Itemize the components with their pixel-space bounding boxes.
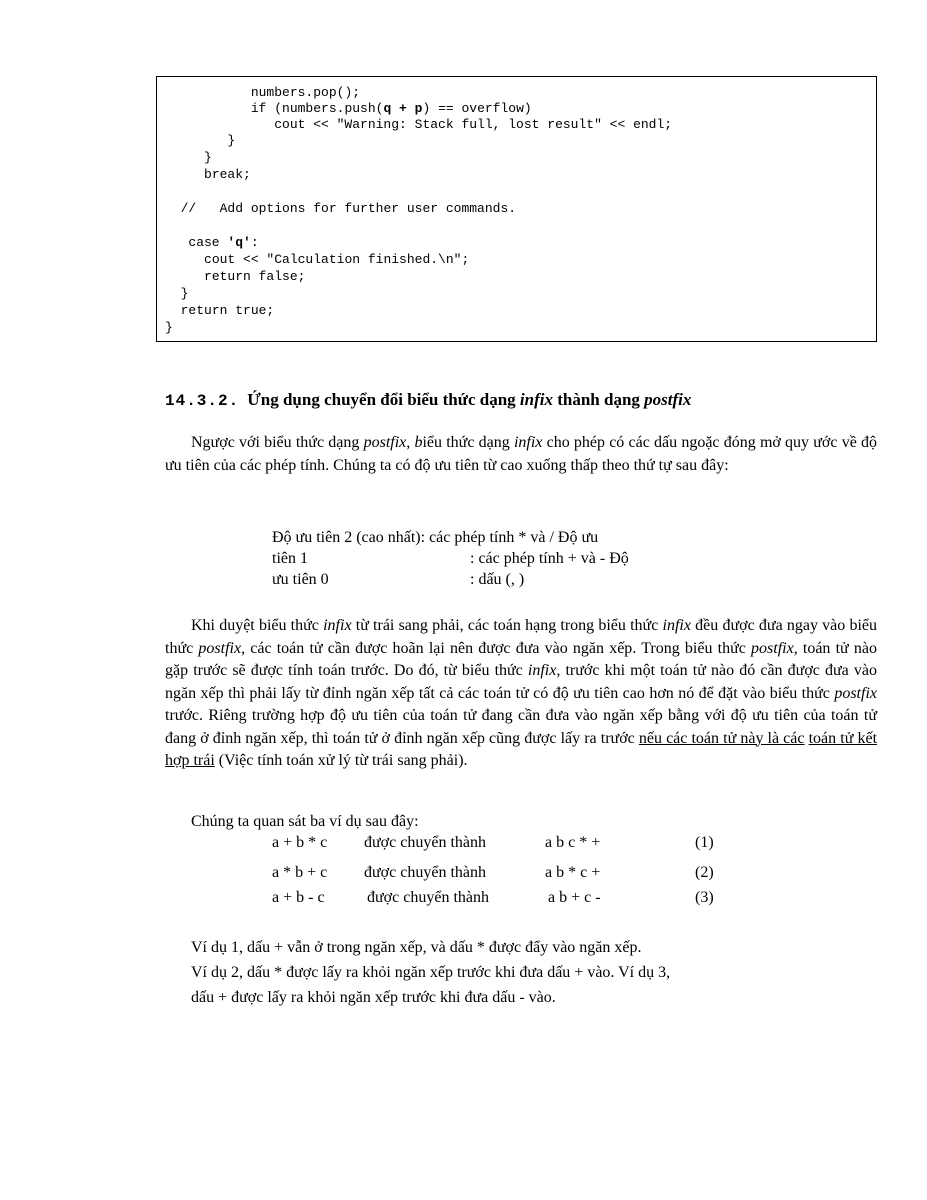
example-number: (3) [695,889,714,906]
examples-intro: Chúng ta quan sát ba ví dụ sau đây: [191,813,419,830]
code-line: // Add options for further user commands. [180,201,517,216]
priority-line-2-value: : các phép tính + và - Độ [470,550,629,567]
example-expr: a + b - c [272,889,325,906]
example-number: (1) [695,834,714,851]
code-line: } [180,286,189,301]
code-line: if (numbers.push(q + p) == overflow) [250,101,532,116]
example-number: (2) [695,864,714,881]
code-line: case 'q': [188,235,259,250]
body-paragraph: Khi duyệt biểu thức infix từ trái sang phải, các toán hạng trong biểu thức infix đều được đưa ngay vào biểu thức postfix, các toán tử cần được hoãn lại nên được đưa vào ngăn xếp. Trong biểu thức postfix, toán tử nào gặp trước sẽ được tính toán trước. Do đó, từ biểu thức infix, trước khi một toán tử nào đó cần được đưa vào ngăn xếp thì phải lấy từ đỉnh ngăn xếp tất cả các toán tử có độ ưu tiên cao hơn nó để đặt vào biểu thức postfix trước. Riêng trường hợp độ ưu tiên của toán tử đang cần đưa vào ngăn xếp bằng với độ ưu tiên của toán tử đang ở đỉnh ngăn xếp, thì toán tử ở đỉnh ngăn xếp cũng được lấy ra trước nếu các toán tử này là các toán tử kết hợp trái (Việc tính toán xử lý từ trái sang phải). [165,617,878,769]
section-title: Ứng dụng chuyển đổi biểu thức dạng infix thành dạng postfix [247,390,692,409]
conclusion-line-2: Ví dụ 2, dấu * được lấy ra khỏi ngăn xếp trước khi đưa dấu + vào. Ví dụ 3, [191,964,671,981]
code-line: } [204,150,212,165]
intro-paragraph: Ngược với biểu thức dạng postfix, biểu thức dạng infix cho phép có các dấu ngoặc đóng mở quy ước về độ ưu tiên của các phép tính. Chúng ta có độ ưu tiên từ cao xuống thấp theo thứ tự sau đây: [165,434,878,474]
priority-line-3-value: : dấu (, ) [470,571,525,588]
example-verb: được chuyển thành [364,864,486,881]
code-line: numbers.pop(); [250,85,361,100]
example-verb: được chuyển thành [367,889,489,906]
code-line: return false; [204,269,306,284]
example-result: a b c * + [545,834,601,851]
section-number: 14.3.2. [165,392,240,410]
underlined-phrase-1: nếu các toán tử này là các [638,729,805,747]
example-result: a b + c - [548,889,601,906]
example-verb: được chuyển thành [364,834,486,851]
conclusion-line-3: dấu + được lấy ra khỏi ngăn xếp trước khi đưa dấu - vào. [191,989,556,1006]
code-line: return true; [180,303,275,318]
example-expr: a + b * c [272,834,328,851]
priority-line-3-label: ưu tiên 0 [272,571,329,588]
section-heading [165,390,691,410]
underlined-phrase-2: toán tử kết hợp trái [165,729,878,769]
code-line: cout << "Warning: Stack full, lost result" << endl; [274,117,673,132]
priority-line-1: Độ ưu tiên 2 (cao nhất): các phép tính * và / Độ ưu [272,529,599,546]
code-line: } [227,133,236,148]
priority-line-2-label: tiên 1 [272,550,308,567]
code-line: break; [204,167,251,182]
code-line: } [165,320,173,335]
example-result: a b * c + [545,864,601,881]
code-line: cout << "Calculation finished.\n"; [204,252,470,267]
conclusion-line-1: Ví dụ 1, dấu + vẫn ở trong ngăn xếp, và dấu * được đẩy vào ngăn xếp. [191,939,642,956]
example-expr: a * b + c [272,864,328,881]
code-listing [156,76,877,342]
